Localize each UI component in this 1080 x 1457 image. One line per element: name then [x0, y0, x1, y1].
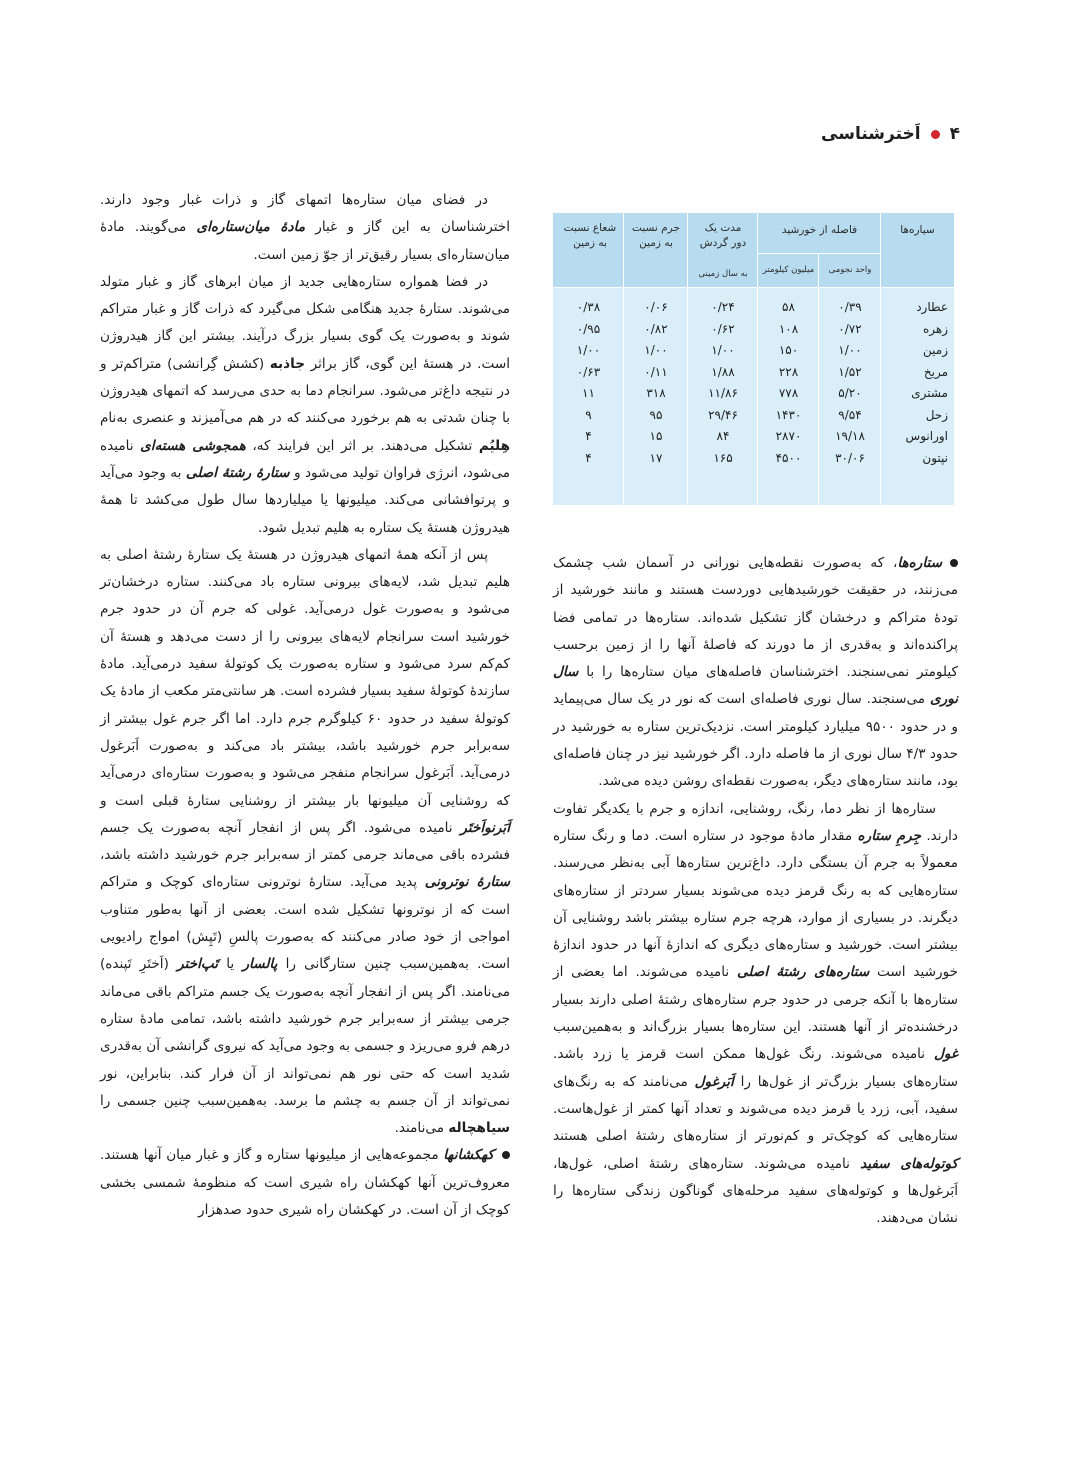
au-cell: ۱۹/۱۸: [835, 429, 865, 443]
au-cell: ۱/۵۲: [838, 364, 862, 379]
term: جاذبه: [269, 355, 306, 372]
col-period: [688, 297, 758, 469]
period-cell: ۰/۶۲: [711, 321, 735, 336]
mass-cell: ۹۵: [649, 407, 663, 422]
th-planets: سیاره‌ها: [900, 224, 935, 236]
term: اَبَرغول: [694, 1073, 734, 1090]
paragraph-star-death: پس از آنکه همهٔ اتمهای هیدروژن در هستهٔ یک ستارهٔ رشتهٔ اصلی به هلیم تبدیل شد، لایه‌های بیرونی ستاره باد می‌کنند. ستاره درخشان‌تر می‌شود و به‌صورت غول درمی‌آید. غولی که جرم آن در حدود جرم خورشید است سرانجام لایه‌های بیرونی را از دست می‌دهد و هستهٔ آن کم‌کم سرد می‌شود و ستاره به‌صورت یک کوتولهٔ سفید درمی‌آید. مادهٔ سازندهٔ کوتولهٔ سفید بسیار فشرده است. هر سانتی‌متر مکعب از مادهٔ یک کوتولهٔ سفید در حدود ۶۰ کیلوگرم جرم دارد. اما اگر جرم غول بیشتر از سه‌برابر جرم خورشید باشد، بیشتر باد می‌کند و به‌صورت اَبَرغول درمی‌آید. اَبَرغول سرانجام منفجر می‌شود و به‌صورت ستاره‌ای درمی‌آید که روشنایی آن میلیونها بار بیشتر از روشنایی ستارهٔ قبلی است و اَبَرنواَختَر نامیده می‌شود. اگر پس از انفجار آنچه به‌صورت یک جسم فشرده باقی می‌ماند جرمی کمتر از سه‌برابر جرم خورشید داشته باشد، ستارهٔ نوترونی پدید می‌آید. ستارهٔ نوترونی ستاره‌ای کوچک و متراکم است که از نوترونها تشکیل شده است. بعضی از آنها به‌طور متناوب امواجی از خود صادر می‌کنند که به‌صورت پالسِ (تَپِش) امواج رادیویی است. به‌همین‌سبب چنین ستارگانی را پالسار یا تَپ‌اختر (اَختَرِ تَپنده) می‌نامند. اگر پس از انفجار آنچه به‌صورت یک جسم متراکم باقی می‌ماند جرمی بیشتر از سه‌برابر جرم خورشید داشته باشد، تمامی مادهٔ ستاره درهم فرو می‌ریزد و جسمی به وجود می‌آید که نیروی گرانشی آن به‌قدری شدید است که حتی نور هم نمی‌تواند از آن فرار کند. بنابراین، نور نمی‌تواند از آن جسم به چشم ما برسد. به‌همین‌سبب چنین جسمی را سیاهچاله می‌نامند.: [100, 546, 511, 1137]
radius-cell: ۱۱: [582, 386, 595, 400]
period-cell: ۱/۰۰: [711, 343, 735, 357]
mass-cell: ۱۵: [649, 429, 663, 443]
planet-name: عطارد: [916, 300, 948, 314]
term: غول: [933, 1046, 958, 1063]
au-cell: ۰/۷۲: [838, 321, 862, 336]
term: سال نوری: [553, 664, 958, 708]
term: کهکشانها: [443, 1147, 494, 1164]
th-period-unit: به سال زمینی: [698, 269, 748, 279]
period-cell: ۰/۲۴: [711, 300, 735, 314]
page-header: [821, 124, 960, 144]
paragraph-stars: ستاره‌ها، که به‌صورت نقطه‌هایی نورانی در آسمان شب چشمک می‌زنند، در حقیقت خورشیدهایی دوردست هستند و مانند خورشید از تودهٔ متراکم و درخشان گاز تشکیل شده‌اند. ستاره‌ها در تمامی فضا پراکنده‌اند و به‌قدری از ما دورند که فاصلهٔ آنها را از زمین برحسب کیلومتر نمی‌سنجند. اخترشناسان فاصله‌های میان ستاره‌ها را با سال نوری می‌سنجند. سال نوری فاصله‌ای است که نور در یک سال می‌پیماید و در حدود ۹۵۰۰ میلیارد کیلومتر است. نزدیک‌ترین ستاره به خورشید در حدود ۴/۳ سال نوری از ما فاصله دارد. اگر خورشید نیز در چنان فاصله‌ای بود، مانند ستاره‌های دیگر، به‌صورت نقطه‌ای روشن دیده می‌شد.: [553, 555, 958, 790]
km-cell: ۱۵۰: [778, 343, 799, 357]
term: جِرمِ ستاره: [857, 827, 921, 844]
km-cell: ۱۴۳۰: [775, 407, 802, 422]
radius-cell: ۹: [585, 407, 592, 422]
radius-cell: ۱/۰۰: [576, 343, 601, 357]
right-column: [553, 550, 958, 1232]
au-cell: ۵/۲۰: [838, 386, 862, 400]
radius-cell: ۴: [585, 450, 592, 465]
th-radius: شعاع نسبت به زمین: [563, 222, 617, 249]
km-cell: ۵۸: [782, 300, 795, 314]
left-column: [100, 187, 510, 1224]
paragraph-interstellar: در فضای میان ستاره‌ها اتمهای گاز و ذرات غبار وجود دارند. اخترشناسان به این گاز و غبار مادهٔ میان‌ستاره‌ای می‌گویند. مادهٔ میان‌ستاره‌ای بسیار رقیق‌تر از جوّ زمین است.: [100, 192, 510, 263]
mass-cell: ۰/۰۶: [644, 300, 668, 314]
period-cell: ۱/۸۸: [711, 364, 735, 379]
planet-name: مریخ: [923, 364, 948, 379]
radius-cell: ۰/۶۳: [576, 364, 601, 379]
col-million-km: [758, 297, 819, 469]
term: ستارهٔ رشتهٔ اصلی: [185, 464, 290, 481]
planet-name: زمین: [923, 343, 948, 357]
term: هِلیُم: [478, 437, 510, 454]
term: مادهٔ میان‌ستاره‌ای: [196, 219, 306, 236]
paragraph-star-birth: در فضا همواره ستاره‌هایی جدید از میان ابرهای گاز و غبار متولد می‌شوند. ستارهٔ جدید هنگامی شکل می‌گیرد که ذرات گاز و غبار متراکم شوند و به‌صورت یک گوی بسیار بزرگ درآیند. بیشتر این گاز هیدروژن است. در هستهٔ این گوی، گاز براثر جاذبه (کشش گِرانشی) متراکم‌تر و در نتیجه داغ‌تر می‌شود. سرانجام دما به حدی می‌رسد که اتمهای هیدروژن با چنان شدتی به هم برخورد می‌کنند که در هم می‌آمیزند و عنصری به‌نام هِلیُم تشکیل می‌دهند. بر اثر این فرایند که، همجوشی هسته‌ای نامیده می‌شود، انرژی فراوان تولید می‌شود و ستارهٔ رشتهٔ اصلی به وجود می‌آید و پرتوافشانی می‌کند. میلیونها یا میلیاردها سال طول می‌کشد تا همهٔ هیدروژن هستهٔ یک ستاره به هلیم تبدیل شود.: [100, 273, 510, 536]
au-cell: ۰/۳۹: [838, 300, 862, 314]
bullet-icon: [950, 559, 958, 567]
term: پالسار: [242, 956, 278, 973]
col-au: [819, 297, 881, 469]
col-planets: [886, 297, 948, 469]
col-mass: [624, 297, 688, 469]
period-cell: ۸۴: [716, 429, 730, 443]
bullet-icon: [502, 1151, 510, 1159]
period-cell: ۱۶۵: [713, 450, 733, 465]
planet-name: اورانوس: [905, 429, 948, 443]
term: ستارهٔ نوترونی: [424, 874, 510, 891]
th-au: واحد نجومی: [828, 265, 872, 275]
term: همجوشی هسته‌ای: [140, 437, 246, 454]
term: ستاره‌ها: [897, 555, 942, 571]
planet-name: مشتری: [911, 386, 948, 400]
au-cell: ۹/۵۴: [838, 407, 862, 422]
th-mass: جرم نسبت به زمین: [632, 222, 680, 249]
period-cell: ۲۹/۴۶: [708, 407, 738, 422]
km-cell: ۴۵۰۰: [775, 450, 802, 465]
th-distance: فاصله از خورشید: [781, 224, 858, 236]
chapter-title: اَخترشناسی: [821, 124, 921, 144]
planets-table: [553, 213, 954, 505]
paragraph-galaxies: کهکشانها مجموعه‌هایی از میلیونها ستاره و گاز و غبار میان آنها هستند. معروف‌ترین آنها کهکشان راه شیری است که منظومهٔ شمسی بخشی کوچک از آن است. در کهکشان راه شیری حدود صدهزار: [100, 1147, 510, 1218]
km-cell: ۲۲۸: [778, 364, 799, 379]
red-dot-icon: [931, 130, 940, 139]
mass-cell: ۱۷: [649, 450, 663, 465]
page-number: ۴: [949, 124, 960, 144]
mass-cell: ۳۱۸: [646, 386, 666, 400]
planet-name: زهره: [922, 321, 948, 336]
th-million-km: میلیون کیلومتر: [762, 265, 815, 275]
mass-cell: ۱/۰۰: [644, 343, 668, 357]
radius-cell: ۴: [585, 429, 592, 443]
th-period: مدت یک دور گردش: [699, 222, 747, 249]
term: ستاره‌های رشتهٔ اصلی: [736, 964, 870, 981]
radius-cell: ۰/۹۵: [576, 321, 601, 336]
au-cell: ۳۰/۰۶: [835, 450, 865, 465]
planet-name: نپتون: [922, 450, 948, 465]
mass-cell: ۰/۸۲: [644, 321, 668, 336]
term: تَپ‌اختر: [177, 956, 219, 973]
col-radius: [553, 297, 624, 469]
term: سیاهچاله: [448, 1120, 510, 1137]
planet-name: زحل: [925, 407, 948, 422]
km-cell: ۱۰۸: [778, 321, 799, 336]
period-cell: ۱۱/۸۶: [708, 386, 738, 400]
paragraph-star-properties: ستاره‌ها از نظر دما، رنگ، روشنایی، اندازه و جرم با یکدیگر تفاوت دارند. جِرمِ ستاره مقدار مادهٔ موجود در ستاره است. دما و رنگ ستاره معمولاً به جرم آن بستگی دارد. داغ‌ترین ستاره‌ها آبی به‌نظر می‌رسند. ستاره‌هایی که به رنگ قرمز دیده می‌شوند بسیار سردتر از ستاره‌های دیگرند. در بسیاری از موارد، هرچه جرم ستاره بیشتر باشد روشنایی آن بیشتر است. خورشید و ستاره‌های دیگری که اندازهٔ آنها در حدود اندازهٔ خورشید است ستاره‌های رشتهٔ اصلی نامیده می‌شوند. اما بعضی از ستاره‌ها با آنکه جرمی در حدود جرم ستاره‌های رشتهٔ اصلی دارند بسیار درخشنده‌تر از آنها هستند. این ستاره‌ها بسیار بزرگ‌اند و به‌همین‌سبب غول نامیده می‌شوند. رنگ غول‌ها ممکن است قرمز یا زرد باشد. ستاره‌های بسیار بزرگ‌تر از غول‌ها را اَبَرغول می‌نامند که به رنگ‌های سفید، آبی، زرد یا قرمز دیده می‌شوند و تعداد آنها کمتر از غول‌هاست. ستاره‌هایی که کوچک‌تر و کم‌نورتر از ستاره‌های رشتهٔ اصلی هستند کوتوله‌های سفید نامیده می‌شوند. ستاره‌های رشتهٔ اصلی، غول‌ها، اَبَرغول‌ها و کوتوله‌های سفید مرحله‌های گوناگون زندگی ستاره‌ها را نشان می‌دهند.: [553, 800, 959, 1227]
km-cell: ۲۸۷۰: [775, 429, 802, 443]
term: اَبَرنواَختَر: [460, 819, 510, 836]
au-cell: ۱/۰۰: [838, 343, 862, 357]
radius-cell: ۰/۳۸: [576, 300, 601, 314]
mass-cell: ۰/۱۱: [644, 364, 668, 379]
term: کوتوله‌های سفید: [860, 1155, 958, 1172]
km-cell: ۷۷۸: [778, 386, 799, 400]
